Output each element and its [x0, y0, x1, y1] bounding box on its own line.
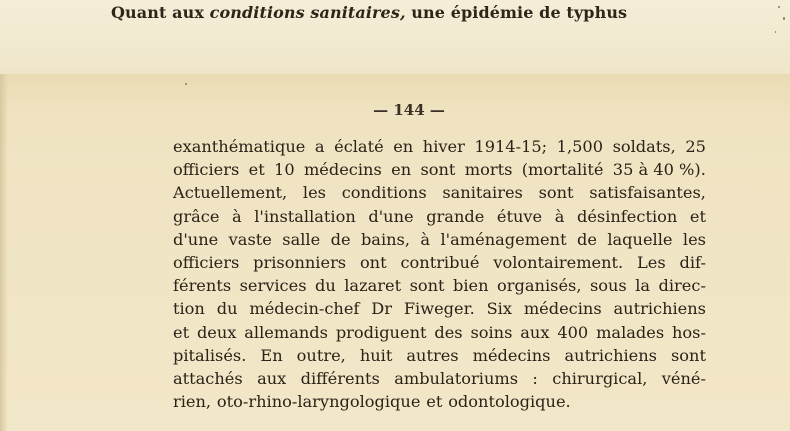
- page-number-text: — 144 —: [373, 101, 445, 119]
- word: médecins: [472, 345, 551, 365]
- word: salle: [282, 229, 321, 249]
- word: attachés: [173, 368, 243, 388]
- paper-speck: [778, 6, 780, 8]
- word: En: [260, 345, 283, 365]
- word: satisfaisantes,: [589, 183, 706, 203]
- word: 1914-15;: [474, 137, 548, 156]
- word: volontairement.: [493, 252, 624, 272]
- word: bains,: [360, 229, 411, 249]
- word: à: [231, 206, 242, 226]
- word: de: [330, 229, 351, 249]
- word: de: [576, 229, 597, 249]
- word: 1,500: [556, 137, 604, 156]
- word: sanitaires: [442, 183, 523, 203]
- word: des: [434, 322, 463, 342]
- word: services: [239, 276, 307, 296]
- word: les: [302, 183, 326, 203]
- word: tion: [173, 299, 205, 319]
- word: oto-rhino-laryngologique: [216, 392, 421, 412]
- word: véné-: [661, 368, 706, 388]
- word: odontologique.: [448, 392, 571, 412]
- word: à: [554, 206, 565, 226]
- word: huit: [359, 345, 393, 365]
- word: d'une: [368, 206, 414, 226]
- word: à: [420, 229, 431, 249]
- word: conditions: [341, 183, 427, 203]
- word: et: [173, 322, 190, 342]
- word: prodiguent: [335, 322, 427, 342]
- word: lazaret: [344, 276, 402, 296]
- word: aux: [520, 322, 550, 342]
- text-line: [173, 274, 706, 297]
- word: 25: [685, 137, 706, 156]
- word: laquelle: [607, 229, 673, 249]
- word: différents: [300, 368, 380, 388]
- word: la: [635, 276, 651, 296]
- word: autres: [406, 345, 459, 365]
- text-line: [173, 228, 706, 251]
- word: grande: [426, 206, 485, 226]
- text-line: [173, 297, 706, 320]
- word: officiers: [173, 252, 240, 272]
- word: autrichiens: [564, 345, 657, 365]
- word: médecins: [523, 299, 602, 319]
- word: organisés,: [497, 276, 582, 296]
- word: sont: [538, 183, 574, 203]
- word: hos-: [671, 322, 706, 342]
- word: médecin-chef: [249, 299, 360, 319]
- word: prisonniers: [253, 252, 347, 272]
- text-line: [173, 135, 706, 158]
- word: sont: [409, 276, 445, 296]
- text-line: [173, 181, 706, 204]
- text-line: [173, 321, 706, 344]
- word: rien,: [173, 392, 212, 412]
- word: grâce: [173, 206, 220, 226]
- gutter-shadow: [0, 74, 8, 431]
- word: étuve: [496, 206, 543, 226]
- word: en: [391, 160, 412, 180]
- word: et: [689, 206, 706, 226]
- word: Fiweger.: [403, 299, 475, 319]
- word: sous: [589, 276, 627, 296]
- word: a: [314, 137, 325, 156]
- word: (mortalité: [521, 160, 604, 180]
- text-line: [173, 158, 706, 181]
- word: et: [248, 160, 265, 180]
- word: désinfection: [576, 206, 678, 226]
- previous-page-emphasis: conditions sanitaires,: [209, 3, 406, 22]
- paper-speck: [185, 83, 187, 85]
- word: malades: [596, 322, 665, 342]
- paper-speck: [783, 17, 785, 20]
- word: direc-: [658, 276, 706, 296]
- paper-speck: [775, 31, 776, 33]
- word: morts: [464, 160, 513, 180]
- word: contribué: [400, 252, 480, 272]
- word: deux: [196, 322, 237, 342]
- word: d'une: [173, 229, 219, 249]
- word: bien: [453, 276, 489, 296]
- word: allemands: [244, 322, 328, 342]
- word: 400: [557, 322, 589, 342]
- previous-page-text-after: une épidémie de typhus: [405, 3, 628, 22]
- word: et: [426, 392, 443, 412]
- word: exanthématique: [173, 137, 306, 156]
- word: soldats,: [612, 137, 676, 156]
- word: hiver: [422, 137, 465, 156]
- text-line: [173, 205, 706, 228]
- word: :: [532, 368, 538, 388]
- word: officiers: [173, 160, 240, 180]
- word: outre,: [296, 345, 346, 365]
- word: sont: [671, 345, 706, 365]
- word: Actuellement,: [173, 183, 288, 203]
- text-line: [173, 344, 706, 367]
- word: chirurgical,: [552, 368, 648, 388]
- word: l'aménagement: [440, 229, 567, 249]
- word: vaste: [228, 229, 272, 249]
- word: ambulatoriums: [394, 368, 519, 388]
- text-line: [173, 367, 706, 390]
- text-line: [173, 390, 706, 413]
- word: du: [216, 299, 238, 319]
- word: Six: [486, 299, 512, 319]
- word: l'installation: [254, 206, 356, 226]
- word: 10: [274, 160, 295, 180]
- text-line: [173, 251, 706, 274]
- word: sont: [420, 160, 456, 180]
- previous-page-text-before: Quant aux: [111, 3, 210, 22]
- word: les: [682, 229, 706, 249]
- word: férents: [173, 276, 232, 296]
- word: pitalisés.: [173, 345, 247, 365]
- word: éclaté: [334, 137, 384, 156]
- word: Les: [637, 252, 666, 272]
- word: Dr: [371, 299, 392, 319]
- word: en: [393, 137, 414, 156]
- word: aux: [257, 368, 287, 388]
- word: autrichiens: [613, 299, 706, 319]
- word: 35 à 40 %).: [612, 160, 706, 180]
- word: ont: [359, 252, 387, 272]
- paragraph: [173, 135, 706, 413]
- previous-page-text-line: [111, 3, 627, 22]
- word: médecins: [303, 160, 382, 180]
- word: du: [314, 276, 336, 296]
- page-number: [0, 101, 790, 119]
- word: dif-: [679, 252, 706, 272]
- word: soins: [470, 322, 513, 342]
